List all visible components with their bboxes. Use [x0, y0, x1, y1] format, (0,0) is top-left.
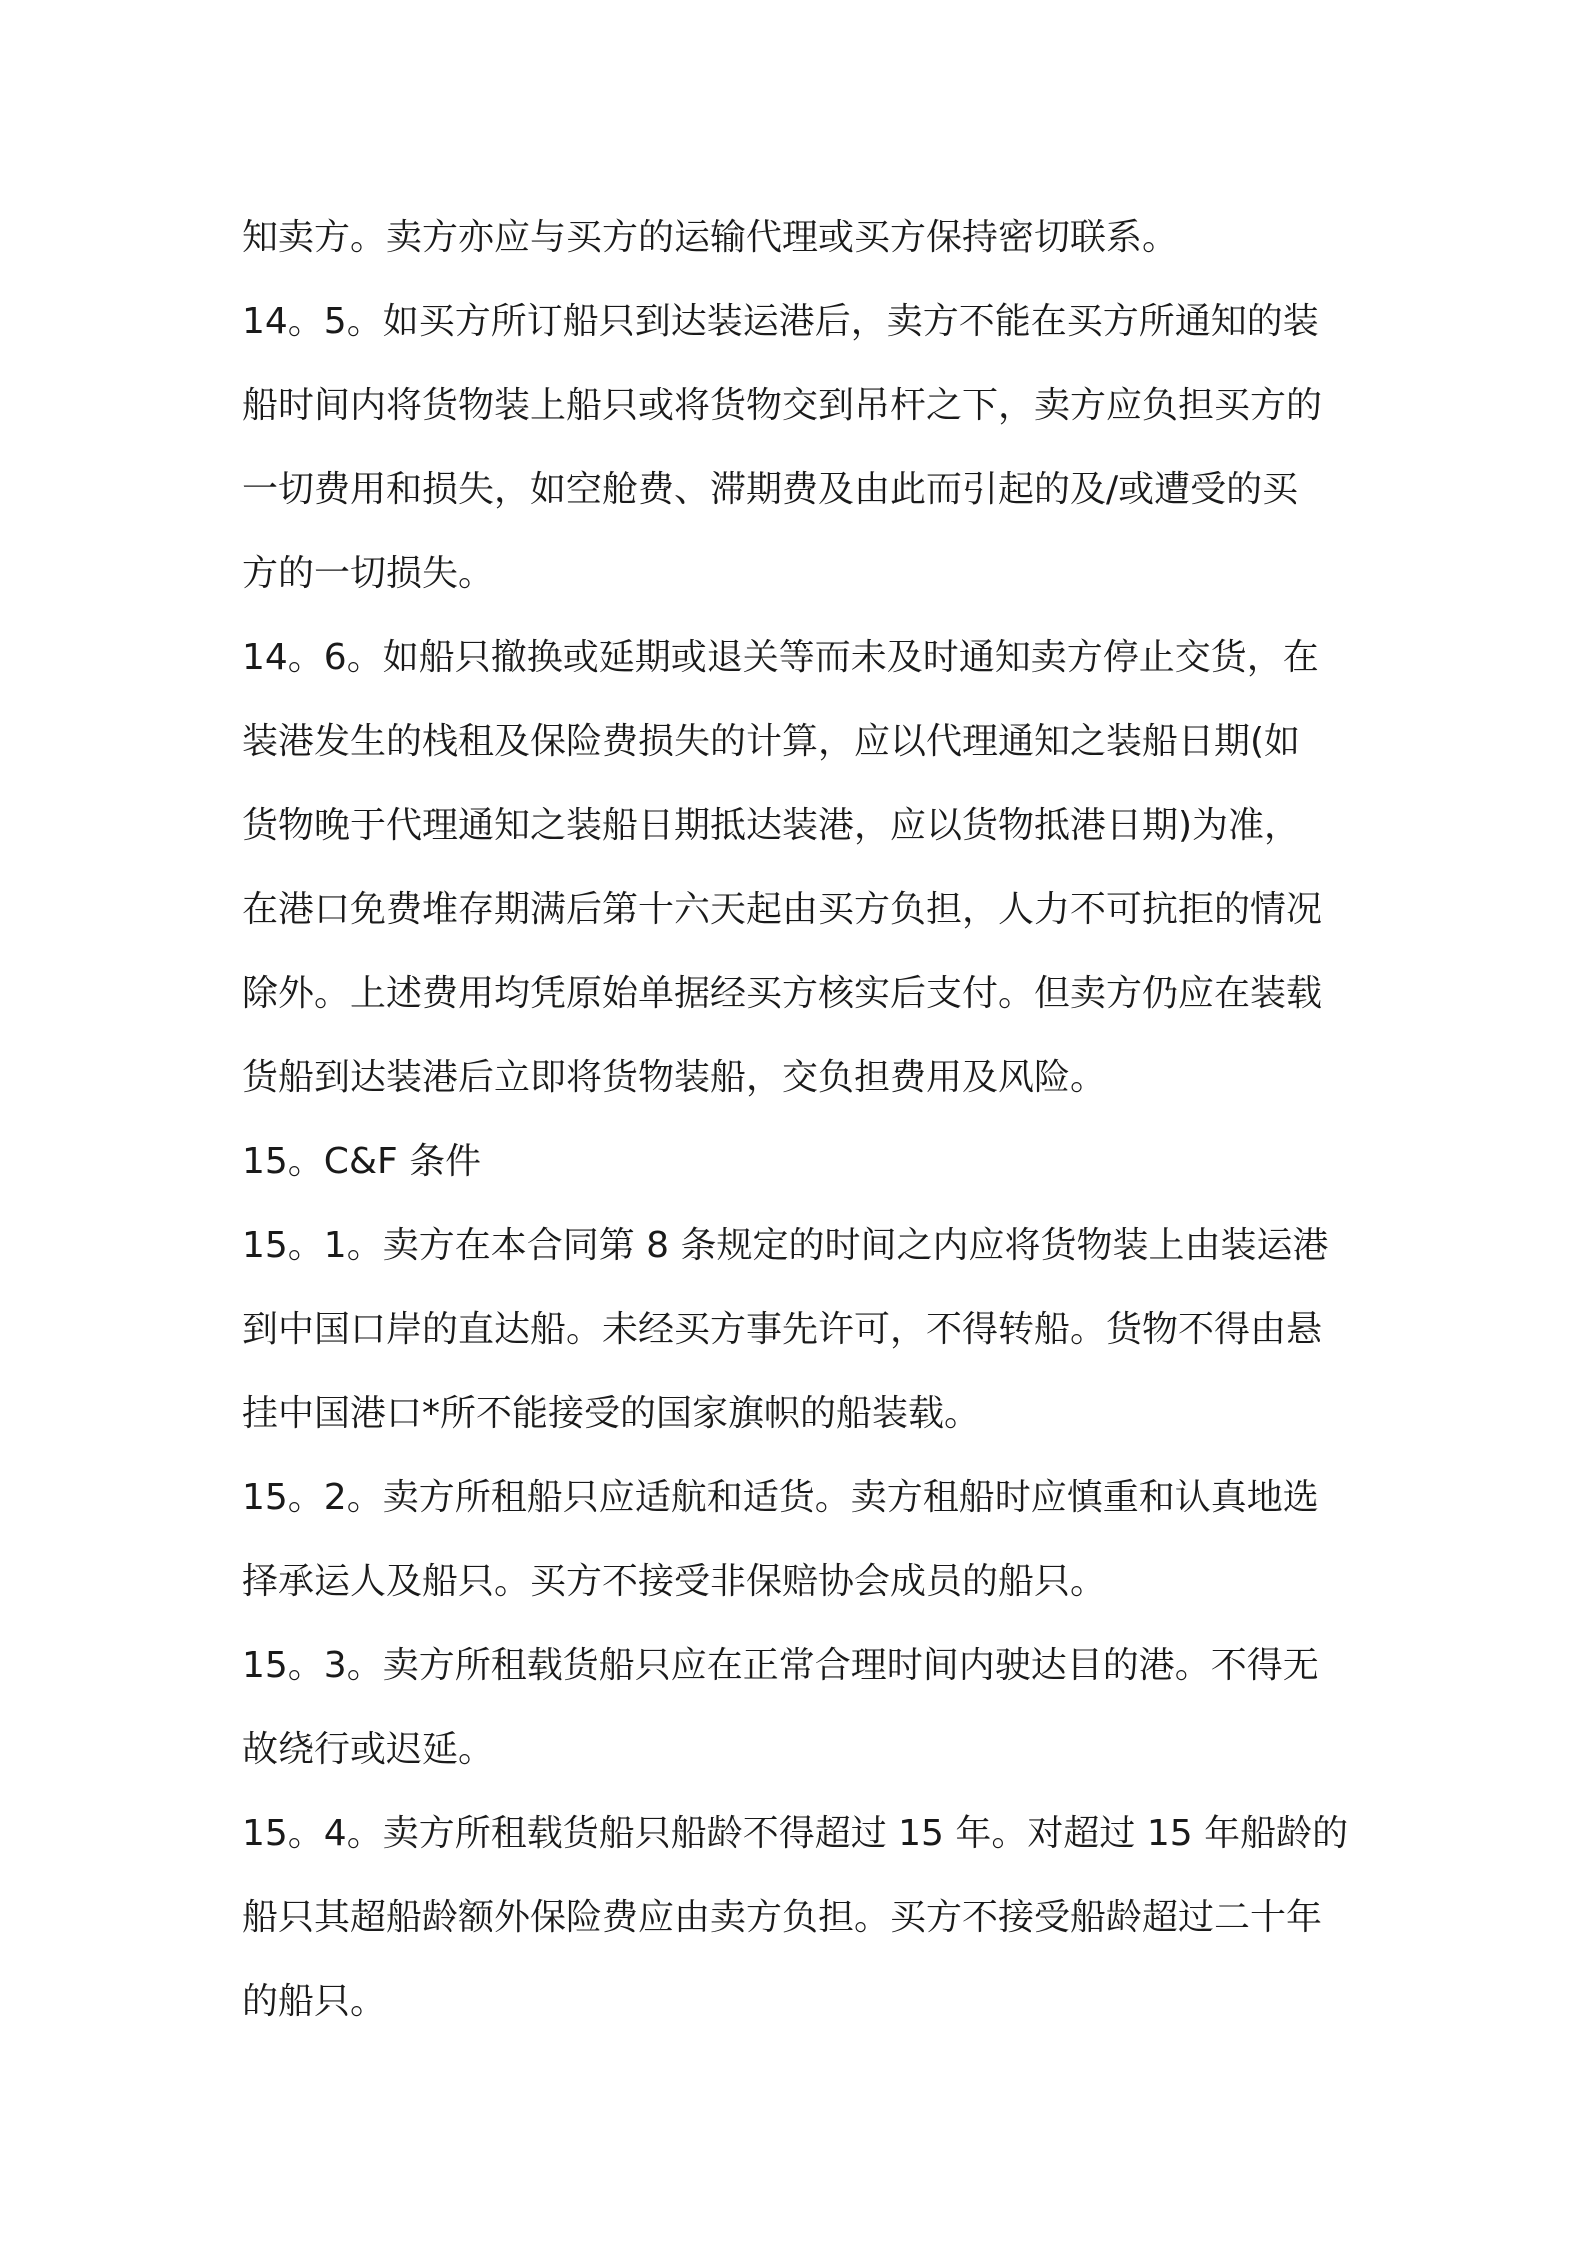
text-line: 方的一切损失。: [242, 553, 495, 594]
text-line: 14。5。如买方所订船只到达装运港后，卖方不能在买方所通知的装: [242, 301, 1319, 342]
text-line: 15。1。卖方在本合同第 8 条规定的时间之内应将货物装上由装运港: [242, 1225, 1329, 1266]
text-line: 船时间内将货物装上船只或将货物交到吊杆之下，卖方应负担买方的: [242, 385, 1323, 426]
text-line: 挂中国港口*所不能接受的国家旗帜的船装载。: [242, 1393, 981, 1434]
text-line: 故绕行或迟延。: [242, 1729, 495, 1770]
text-line: 15。3。卖方所租载货船只应在正常合理时间内驶达目的港。不得无: [242, 1645, 1319, 1686]
text-line: 知卖方。卖方亦应与买方的运输代理或买方保持密切联系。: [242, 217, 1179, 258]
text-line: 到中国口岸的直达船。未经买方事先许可，不得转船。货物不得由悬: [242, 1309, 1323, 1350]
text-line: 一切费用和损失，如空舱费、滞期费及由此而引起的及/或遭受的买: [242, 469, 1299, 510]
text-line: 15。2。卖方所租船只应适航和适货。卖方租船时应慎重和认真地选: [242, 1477, 1319, 1518]
text-line: 的船只。: [242, 1981, 387, 2022]
document-body: [242, 196, 1357, 2044]
text-line: 在港口免费堆存期满后第十六天起由买方负担，人力不可抗拒的情况: [242, 889, 1323, 930]
section-heading: 15。C&F 条件: [242, 1141, 482, 1182]
text-line: 15。4。卖方所租载货船只船龄不得超过 15 年。对超过 15 年船龄的: [242, 1813, 1349, 1854]
text-line: 货物晚于代理通知之装船日期抵达装港，应以货物抵港日期)为准，: [242, 805, 1301, 846]
text-line: 择承运人及船只。买方不接受非保赔协会成员的船只。: [242, 1561, 1107, 1602]
text-line: 船只其超船龄额外保险费应由卖方负担。买方不接受船龄超过二十年: [242, 1897, 1323, 1938]
text-line: 装港发生的栈租及保险费损失的计算，应以代理通知之装船日期(如: [242, 721, 1301, 762]
text-line: 14。6。如船只撤换或延期或退关等而未及时通知卖方停止交货，在: [242, 637, 1319, 678]
text-line: 货船到达装港后立即将货物装船，交负担费用及风险。: [242, 1057, 1107, 1098]
text-line: 除外。上述费用均凭原始单据经买方核实后支付。但卖方仍应在装载: [242, 973, 1323, 1014]
